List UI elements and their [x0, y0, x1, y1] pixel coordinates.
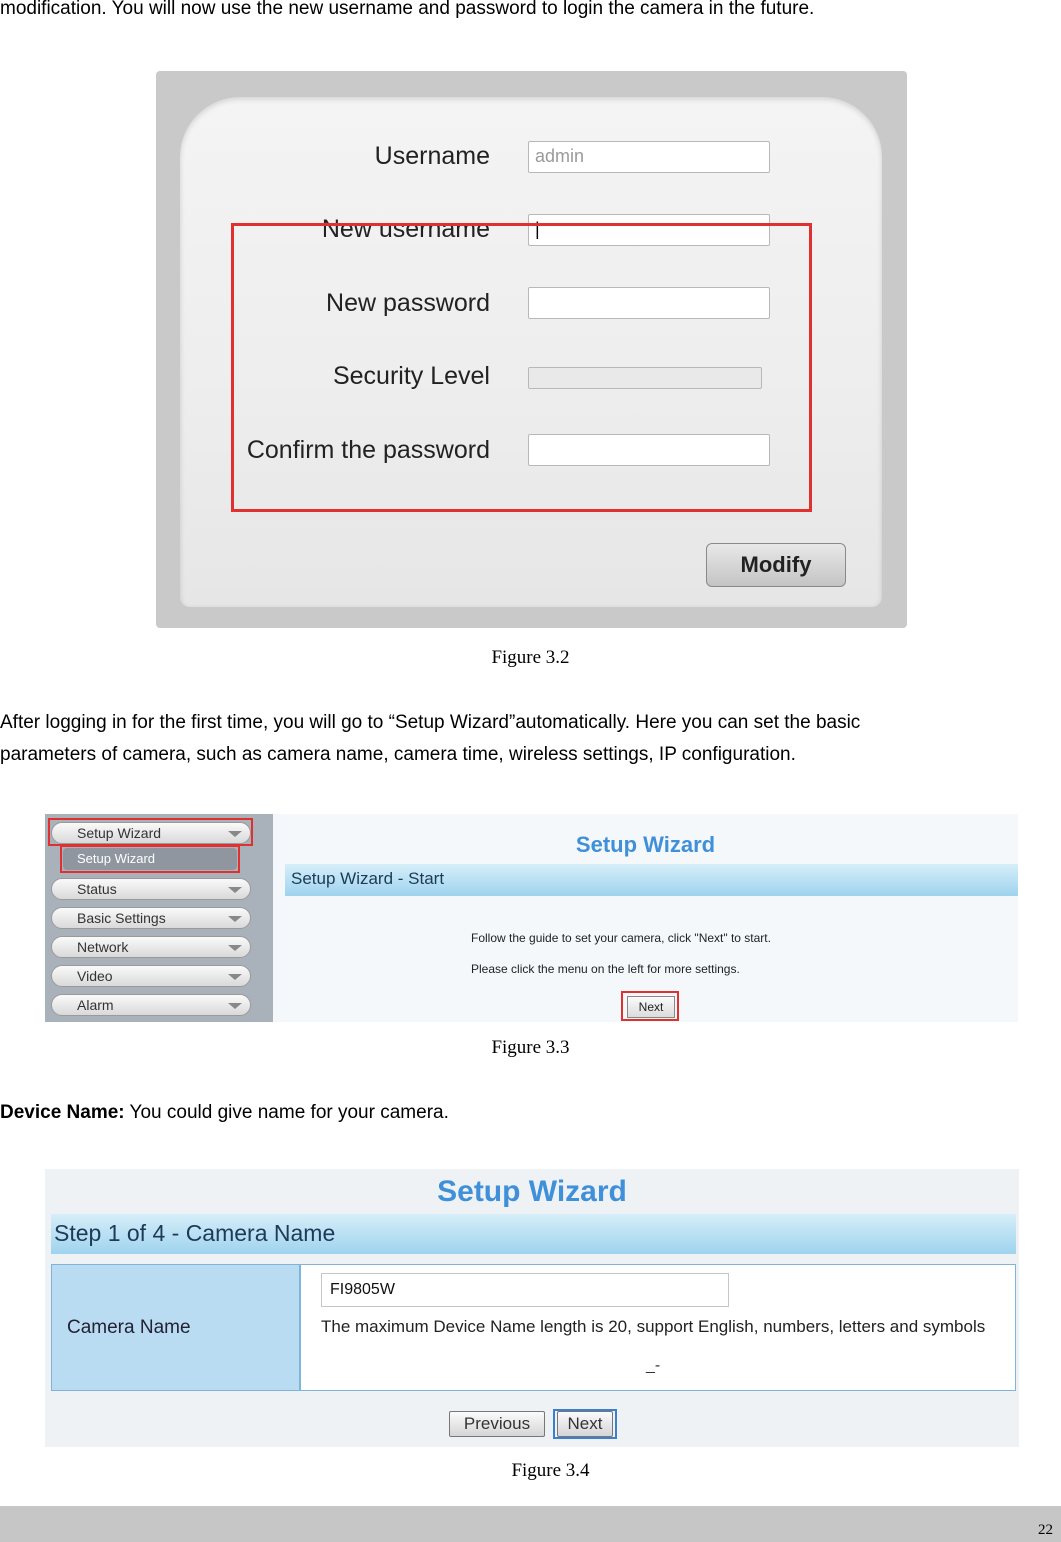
wizard-step-bar: Step 1 of 4 - Camera Name [51, 1214, 1016, 1254]
caption-figure-3-3: Figure 3.3 [491, 1037, 570, 1058]
sidebar-menu [45, 814, 273, 1022]
new-username-field[interactable]: | [528, 214, 770, 246]
menu-item-alarm[interactable] [51, 994, 251, 1016]
menu-item-status[interactable] [51, 878, 251, 900]
wizard-instruction-1: Follow the guide to set your camera, click "Next" to start. [471, 931, 771, 945]
menu-item-label: Alarm [77, 997, 114, 1013]
intro-text: modification. You will now use the new username and password to login the camera in the future. [0, 0, 815, 19]
submenu-item-setup-wizard[interactable]: Setup Wizard [63, 848, 237, 870]
chevron-down-icon [228, 945, 242, 951]
camera-name-input[interactable]: FI9805W [321, 1273, 729, 1307]
username-label: Username [374, 142, 490, 170]
chevron-down-icon [228, 974, 242, 980]
device-name-term: Device Name: [0, 1102, 125, 1123]
camera-name-hint: The maximum Device Name length is 20, support English, numbers, letters and symbols [321, 1317, 986, 1336]
wizard-title: Setup Wizard [575, 832, 716, 857]
page-number: 22 [1038, 1522, 1053, 1538]
menu-item-video[interactable] [51, 965, 251, 987]
modify-button[interactable]: Modify [706, 543, 846, 587]
menu-item-network[interactable] [51, 936, 251, 958]
menu-item-label: Video [77, 968, 113, 984]
wizard-instruction-2: Please click the menu on the left for more settings. [471, 962, 740, 976]
figure-3-2-account-modify-screenshot [156, 71, 907, 628]
confirm-password-label: Confirm the password [246, 436, 490, 464]
chevron-down-icon [228, 916, 242, 922]
security-level-label: Security Level [332, 362, 490, 390]
caption-figure-3-2: Figure 3.2 [491, 647, 570, 668]
menu-item-basic-settings[interactable] [51, 907, 251, 929]
page-footer [0, 1506, 1061, 1542]
menu-item-label: Network [77, 939, 129, 955]
wizard-section-bar: Setup Wizard - Start [285, 864, 1018, 896]
menu-item-label: Setup Wizard [77, 825, 162, 841]
menu-item-label: Status [77, 881, 117, 897]
new-password-label: New password [326, 289, 490, 317]
next-button[interactable]: Next [627, 996, 675, 1018]
caption-figure-3-4: Figure 3.4 [511, 1460, 590, 1481]
focus-box [553, 1409, 617, 1439]
highlight-box [48, 818, 253, 846]
new-username-label: New username [321, 215, 490, 243]
chevron-down-icon [228, 1003, 242, 1009]
username-field[interactable]: admin [528, 141, 770, 173]
account-panel [180, 97, 882, 607]
highlight-box [60, 845, 240, 873]
paragraph-line-2: parameters of camera, such as camera name, camera time, wireless settings, IP configuration. [0, 744, 796, 765]
highlight-box [621, 991, 679, 1021]
previous-button[interactable]: Previous [449, 1411, 545, 1437]
highlight-box [231, 223, 812, 512]
paragraph-line-1: After logging in for the first time, you will go to “Setup Wizard”automatically. Here you can set the basic [0, 712, 861, 733]
figure-3-4-camera-name-screenshot [45, 1169, 1019, 1447]
stray-mark: _- [646, 1357, 661, 1374]
device-name-paragraph [0, 1097, 1061, 1129]
device-name-description: You could give name for your camera. [124, 1102, 449, 1123]
figure-3-3-setup-wizard-start-screenshot [45, 814, 1018, 1022]
wizard-title: Setup Wizard [437, 1175, 627, 1208]
camera-name-label: Camera Name [51, 1264, 300, 1391]
camera-name-value-cell [300, 1264, 1016, 1391]
chevron-down-icon [228, 887, 242, 893]
wizard-main-panel [273, 814, 1018, 1022]
menu-item-label: Basic Settings [77, 910, 166, 926]
next-button[interactable]: Next [557, 1411, 613, 1437]
